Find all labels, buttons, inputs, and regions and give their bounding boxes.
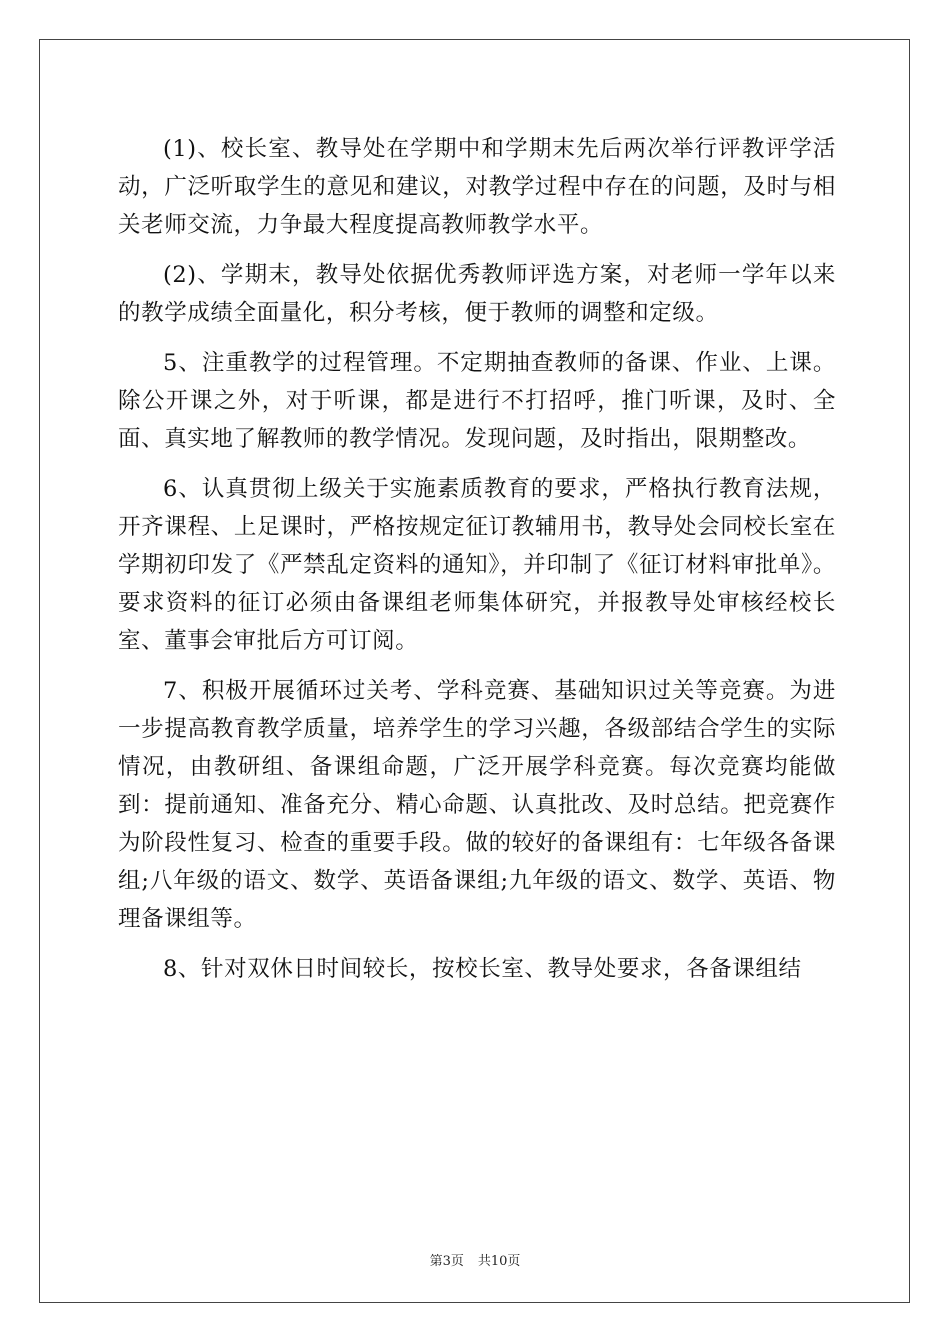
document-body	[118, 130, 836, 1000]
page-footer	[0, 1250, 950, 1269]
paragraph-4: 6、认真贯彻上级关于实施素质教育的要求，严格执行教育法规，开齐课程、上足课时，严格按规定征订教辅用书，教导处会同校长室在学期初印发了《严禁乱定资料的通知》，并印制了《征订材料审批单》。要求资料的征订必须由备课组老师集体研究，并报教导处审核经校长室、董事会审批后方可订阅。	[118, 476, 836, 654]
page-number: 第3页	[429, 1254, 464, 1269]
paragraph-1: (1)、校长室、教导处在学期中和学期末先后两次举行评教评学活动，广泛听取学生的意见和建议，对教学过程中存在的问题，及时与相关老师交流，力争最大程度提高教师教学水平。	[118, 136, 836, 238]
paragraph-6: 8、针对双休日时间较长，按校长室、教导处要求，各备课组结	[163, 956, 802, 982]
paragraph-3: 5、注重教学的过程管理。不定期抽查教师的备课、作业、上课。除公开课之外，对于听课，都是进行不打招呼，推门听课，及时、全面、真实地了解教师的教学情况。发现问题，及时指出，限期整改。	[118, 350, 836, 452]
paragraph-2: (2)、学期末，教导处依据优秀教师评选方案，对老师一学年以来的教学成绩全面量化，积分考核，便于教师的调整和定级。	[118, 262, 836, 326]
paragraph-5: 7、积极开展循环过关考、学科竞赛、基础知识过关等竞赛。为进一步提高教育教学质量，培养学生的学习兴趣，各级部结合学生的实际情况，由教研组、备课组命题，广泛开展学科竞赛。每次竞赛均能做到：提前通知、准备充分、精心命题、认真批改、及时总结。把竞赛作为阶段性复习、检查的重要手段。做的较好的备课组有：七年级各备课组;八年级的语文、数学、英语备课组;九年级的语文、数学、英语、物理备课组等。	[118, 678, 836, 932]
page-total: 共10页	[477, 1254, 521, 1269]
